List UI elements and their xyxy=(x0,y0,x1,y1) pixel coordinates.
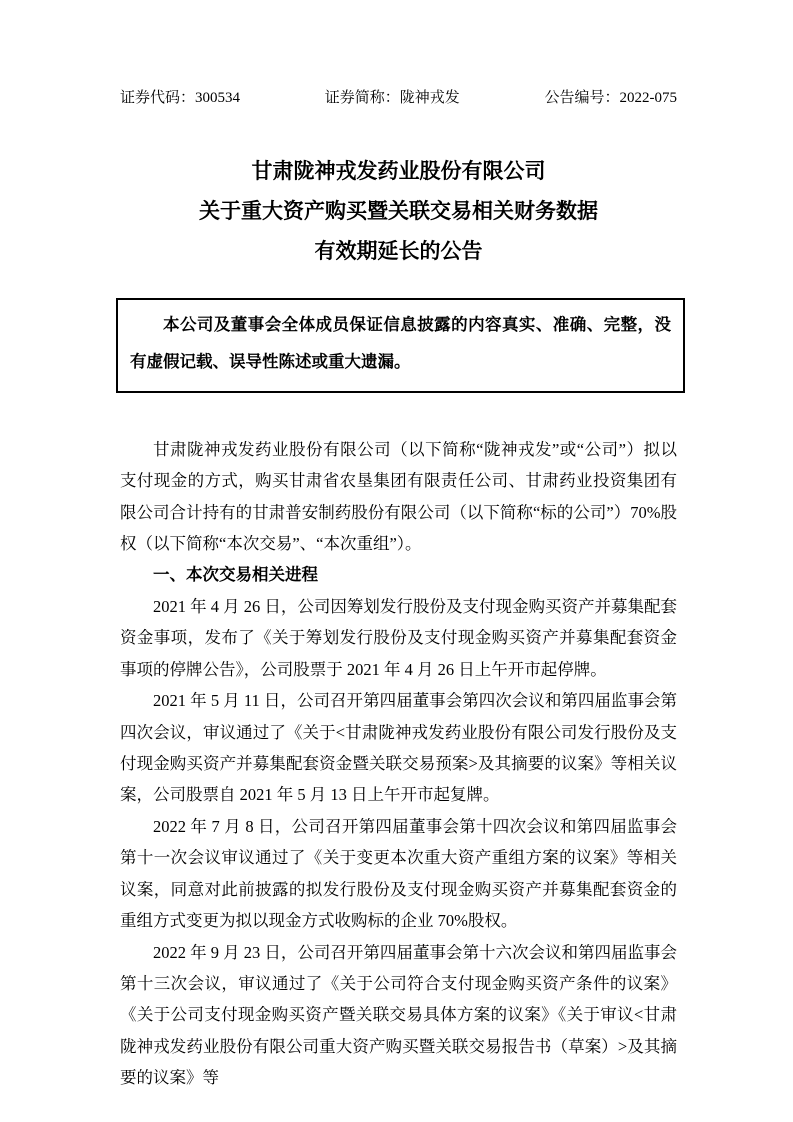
body-paragraph: 2021 年 4 月 26 日，公司因筹划发行股份及支付现金购买资产并募集配套资金事项，发布了《关于筹划发行股份及支付现金购买资产并募集配套资金事项的停牌公告》，公司股票于 2021 年 4 月 26 日上午开市起停牌。 xyxy=(120,597,677,679)
stock-name: 证券简称：陇神戎发 xyxy=(324,90,460,106)
body-paragraph: 2021 年 5 月 11 日，公司召开第四届董事会第四次会议和第四届监事会第四次会议，审议通过了《关于<甘肃陇神戎发药业股份有限公司发行股份及支付现金购买资产并募集配套资金暨关联交易预案>及其摘要的议案》等相关议案，公司股票自 2021 年 5 月 13 日上午开市起复牌。 xyxy=(120,691,677,805)
announcement-number: 公告编号：2022-075 xyxy=(544,90,677,106)
document-header xyxy=(120,88,677,108)
body-paragraph: 2022 年 7 月 8 日，公司召开第四届董事会第十四次会议和第四届监事会第十一次会议审议通过了《关于变更本次重大资产重组方案的议案》等相关议案，同意对此前披露的拟发行股份及支付现金购买资产并募集配套资金的重组方式变更为拟以现金方式收购标的企业 70%股权。 xyxy=(120,816,677,931)
stock-code: 证券代码：300534 xyxy=(120,90,241,106)
body-paragraph: 甘肃陇神戎发药业股份有限公司（以下简称“陇神戎发”或“公司”）拟以支付现金的方式，购买甘肃省农垦集团有限责任公司、甘肃药业投资集团有限公司合计持有的甘肃普安制药股份有限公司（以下简称“标的公司”）70%股权（以下简称“本次交易”、“本次重组”）。 xyxy=(120,440,677,554)
disclaimer-text: 本公司及董事会全体成员保证信息披露的内容真实、准确、完整，没有虚假记载、误导性陈述或重大遗漏。 xyxy=(130,316,671,371)
title-line-2: 关于重大资产购买暨关联交易相关财务数据 xyxy=(199,200,598,223)
document-title xyxy=(120,152,677,272)
body-paragraph: 2022 年 9 月 23 日，公司召开第四届董事会第十六次会议和第四届监事会第十三次会议，审议通过了《关于公司符合支付现金购买资产条件的议案》《关于公司支付现金购买资产暨关联交易具体方案的议案》《关于审议<甘肃陇神戎发药业股份有限公司重大资产购买暨关联交易报告书（草案）>及其摘要的议案》等 xyxy=(120,942,677,1088)
title-line-1: 甘肃陇神戎发药业股份有限公司 xyxy=(251,160,546,183)
title-line-3: 有效期延长的公告 xyxy=(314,240,483,263)
disclaimer-box xyxy=(116,298,685,393)
section-heading: 一、本次交易相关进程 xyxy=(153,565,318,584)
document-body xyxy=(120,434,677,1094)
